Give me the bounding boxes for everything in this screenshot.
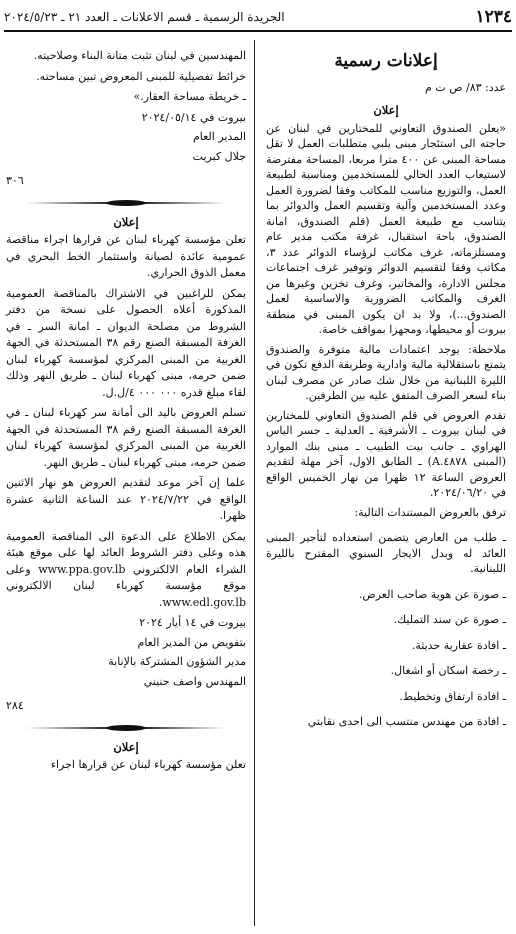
doc-item: ـ رخصة اسكان أو اشغال.	[390, 664, 506, 677]
notice-paragraph: تعلن مؤسسة كهرباء لبنان عن قرارها اجراء	[50, 758, 246, 771]
signature-name: المهندس واصف حنيني	[143, 674, 246, 688]
notice-paragraph: تعلن مؤسسة كهرباء لبنان عن قرارها اجراء مناقصة عمومية عائدة لصيانة واستثمار الخط البحري في معمل الذوق الحراري.	[6, 233, 246, 279]
notice-title: إعلان	[113, 739, 139, 754]
page-number: ١٢٣٤	[475, 7, 512, 27]
reference-number: ٢٨٤	[6, 699, 24, 712]
doc-item: ـ افادة عقارية حديثة.	[411, 638, 506, 652]
continued-text: خرائط تفصيلية للمبنى المعروض تبين مساحته.	[36, 69, 246, 83]
section-title: إعلانات رسمية	[334, 51, 438, 71]
doc-item: ـ صورة عن سند التمليك.	[393, 613, 506, 626]
notice-note: ملاحظة: يوجد اعتمادات مالية متوفرة والصندوق يتمتع باستقلالية مالية وادارية وطريقة الدفع تكون في الليرة اللبنانية من خلال شك صادر عن مصرف لبنان بناء لسعر الصرف المتفق عليه بين الطرفين.	[266, 342, 506, 402]
reference-number: ٣٠٦	[6, 174, 24, 187]
doc-item: ـ افادة من مهندس منتسب الى احدى نقابتي	[307, 715, 506, 728]
continued-text: المهندسين في لبنان تثبت متانة البناء وصلاحيته.	[33, 49, 246, 62]
left-column	[6, 48, 246, 778]
notice-paragraph: علما إن آخر موعد لتقديم العروض هو نهار الاثنين الواقع في ٢٠٢٤/٧/٢٢ عند الساعة الثانية عشرة ظهرا.	[6, 476, 246, 522]
signature-date: بيروت في ٢٠٢٤/٠٥/١٤	[141, 110, 246, 124]
right-column	[266, 50, 506, 740]
notice-submission: تقدم العروض في قلم الصندوق التعاوني للمختارين في لبنان بيروت ـ الأشرفية ـ العدلية ـ جسر الياس الهراوي ـ جانب بيت الطبيب ـ مبنى بنك الموارد (المبنى ٤٨٧٨.A) ـ الطابق الاول، آخر مهلة لتقديم العروض الساعة ١٢ ظهرا من نهار الخميس الواقع في ٢٠٢٤/٠٦/٢٠.	[266, 408, 507, 499]
signature-name: جلال كبريت	[192, 149, 246, 163]
section-separator	[26, 198, 226, 208]
notice-title: إعلان	[113, 214, 139, 229]
signature-role: المدير العام	[192, 130, 246, 143]
column-divider	[254, 40, 255, 926]
notice-paragraph: تسلم العروض باليد الى أمانة سر كهرباء لبنان ـ في الغرفة المسبقة الصنع رقم ٣٨ المستحدثة في الجهة الغربية من المبنى المركزي لمؤسسة كهرباء لبنان ضمن حرمه، مبنى كهرباء لبنان ـ طريق النهر.	[6, 406, 246, 469]
page-header	[4, 4, 512, 32]
notice-paragraph: يمكن للراغبين في الاشتراك بالمناقصة العمومية المذكورة أعلاه الحصول على نسخة من دفتر الشروط من مصلحة الديوان ـ امانة السر ـ في الغرفة المسبقة الصنع رقم ٣٨ المستحدثة في الجهة الغربية من المبنى المركزي لمؤسسة كهرباء لبنان ضمن حرمه، مبنى كهرباء لبنان ـ طريق النهر وذلك لقاء مبلغ قدره ٠٠٠ ٠٠٠ ٤/ل.ل.	[6, 286, 246, 399]
running-title: الجريدة الرسمية ـ قسم الاعلانات ـ العدد ٢١ ـ ٢٠٢٤/٥/٢٣	[4, 10, 285, 24]
notice-docs-intro: ترفق بالعروض المستندات التالية:	[354, 505, 506, 519]
doc-item: ـ طلب من العارض يتضمن استعداده لتأجير المبنى العائد له وبدل الايجار السنوي المقترح بالليرة اللبنانية.	[266, 531, 506, 575]
notice-title: إعلان	[373, 103, 399, 117]
doc-item: ـ صورة عن هوية صاحب العرض.	[358, 587, 506, 601]
signature-date: بيروت في ١٤ أيار ٢٠٢٤	[139, 616, 246, 629]
issue-meta: عدد: ٨٣/ ص ت م	[425, 80, 506, 94]
signature-line: مدير الشؤون المشتركة بالإنابة	[108, 655, 246, 668]
continued-text: ـ خريطة مساحة العقار.»	[133, 90, 246, 103]
notice-paragraph: «يعلن الصندوق التعاوني للمختارين في لبنان عن حاجته الى استئجار مبنى يلبي متطلبات العمل لا تقل مساحة المبنى عن ٤٠٠ مترا مربعا، المساحة مفترضة لاستيعاب العدد الحالي للمستخدمين ومناسبة لطبيعة العمل، والتوزيع مناسب للمكاتب وفقا لضرورة العمل وعدد المستخدمين وآلية وتقسيم العمل والدوائر بما يتناسب مع طبيعة العمل (قلم الصندوق، امانة الصندوق، باحة استقبال، غرفة مكتب مدير عام ومستلزماته، غرف مكاتب لرؤساء الدوائر عدد ٣، مكاتب وفقا لتقسيم الدوائر وتوفير غرف اجتماعات مجلس الادارة، والمخاتير، وغرف تخزين وغيرها من الغرف والمكاتب الضرورية والاساسية لعمل الصندوق...)، ولا بد ان يكون المبنى في منطقة بيروت أو محيطها، ومجهزا بمواقف خاصة.	[266, 121, 506, 336]
notice-paragraph: يمكن الاطلاع على الدعوة الى المناقصة العمومية هذه وعلى دفتر الشروط العائد لها على موقع هيئة الشراء العام الالكتروني www.ppa.gov.lb وعلى موقع مؤسسة كهرباء لبنان الالكتروني www.edl.gov.lb.	[6, 529, 246, 609]
doc-item: ـ افادة ارتفاق وتخطيط.	[399, 689, 506, 703]
section-separator	[26, 723, 226, 733]
signature-line: بتفويض من المدير العام	[137, 635, 246, 649]
